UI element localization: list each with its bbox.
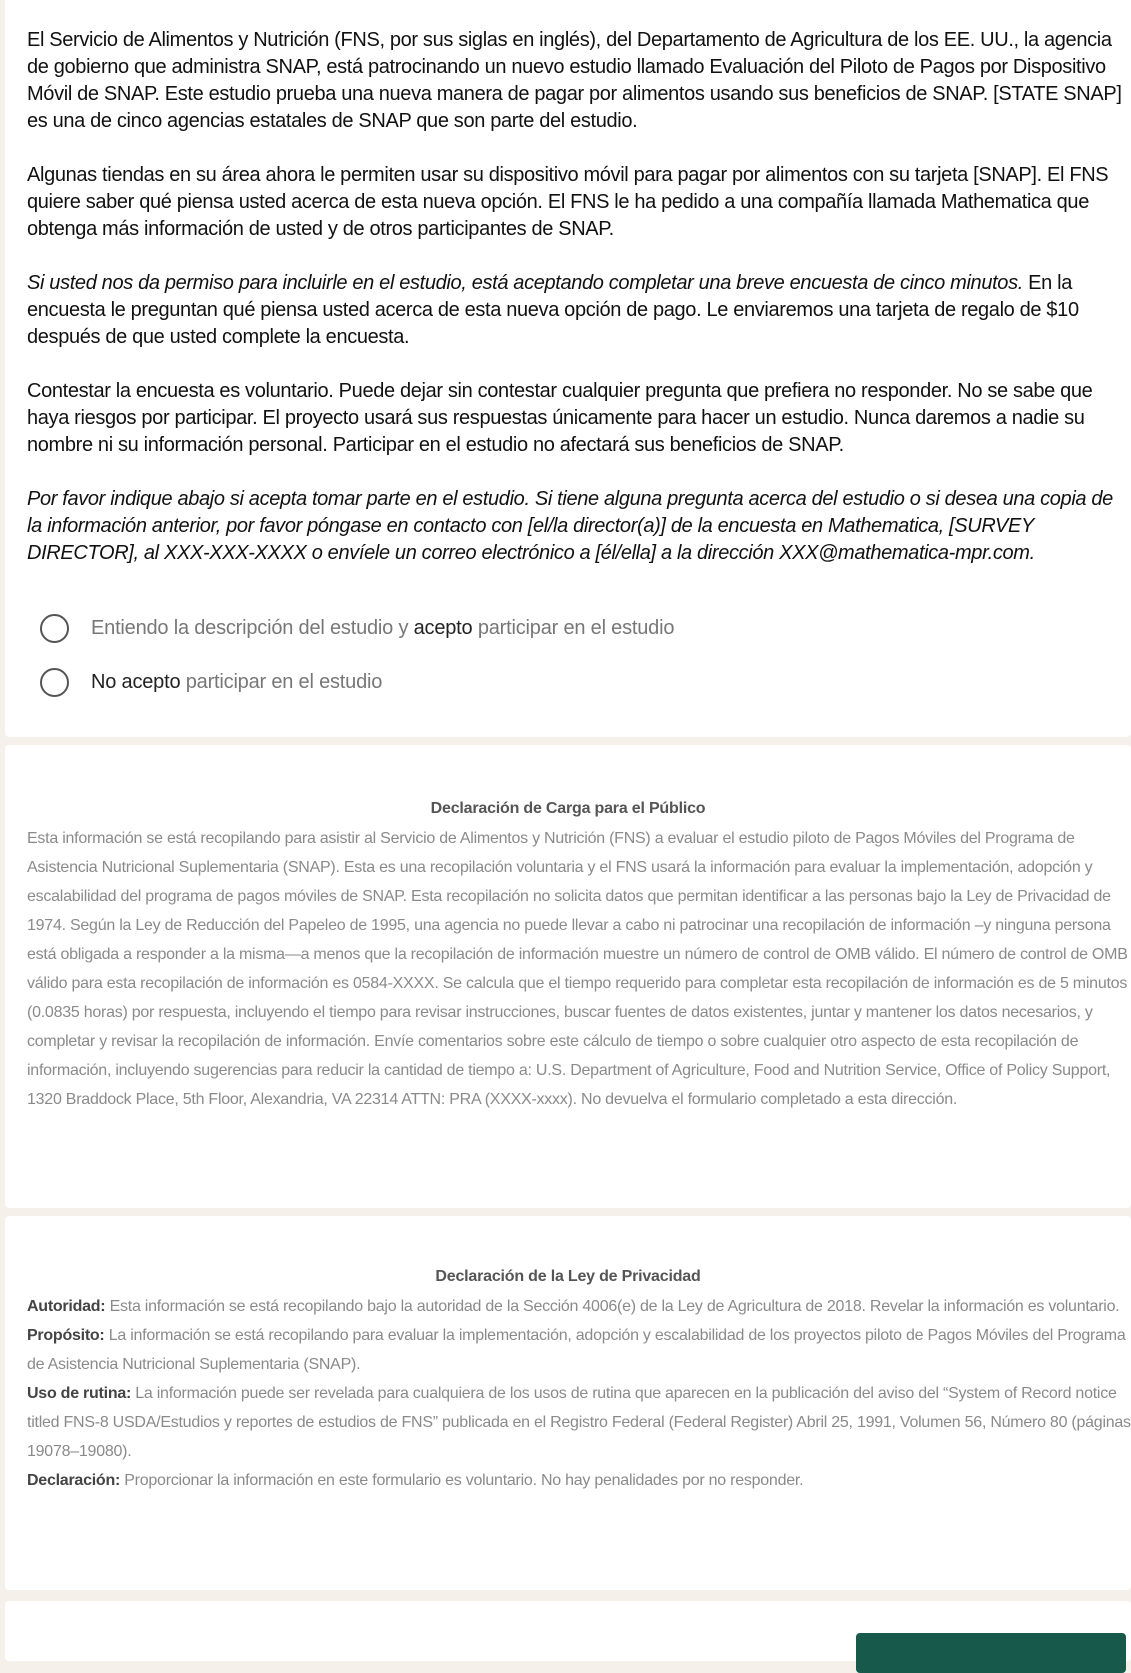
public-burden-card (5, 745, 1131, 1208)
intro-paragraph-1: El Servicio de Alimentos y Nutrición (FNS, por sus siglas en inglés), del Departamento de Agricultura de los EE. UU., la agencia de gobierno que administra SNAP, está patrocinando un nuevo estudio llamado Evaluación del Piloto de Pagos por Dispositivo Móvil de SNAP. Este estudio prueba una nueva manera de pagar por alimentos usando sus beneficios de SNAP. [STATE SNAP] es una de cinco agencias estatales de SNAP que son parte del estudio. (27, 29, 1122, 132)
privacy-act-card (5, 1216, 1131, 1590)
intro-paragraph-3-rest: En la encuesta le preguntan qué piensa usted acerca de esta nueva opción de pago. Le enviaremos una tarjeta de regalo de $10 después de que usted complete la encuesta. (27, 272, 1079, 348)
consent-option-accept[interactable] (40, 608, 1040, 648)
intro-paragraph-4: Contestar la encuesta es voluntario. Puede dejar sin contestar cualquier pregunta que prefiera no responder. No se sabe que haya riesgos por participar. El proyecto usará sus respuestas únicamente para hacer un estudio. Nunca daremos a nadie su nombre ni su información personal. Participar en el estudio no afectará sus beneficios de SNAP. (27, 380, 1093, 456)
consent-options (40, 608, 1040, 716)
navigation-card (5, 1601, 1131, 1661)
privacy-item-statement: Declaración: Proporcionar la información en este formulario es voluntario. No hay penalidades por no responder. (27, 1472, 804, 1489)
intro-paragraph-5 (27, 486, 1131, 567)
intro-paragraph-3-italic: Si usted nos da permiso para incluirle en el estudio, está aceptando completar una breve encuesta de cinco minutos. (27, 272, 1023, 294)
privacy-item-authority: Autoridad: Esta información se está recopilando bajo la autoridad de la Sección 4006(e) de la Ley de Agricultura de 2018. Revelar la información es voluntario. (27, 1298, 1120, 1315)
privacy-item-routine-use: Uso de rutina: La información puede ser revelada para cualquiera de los usos de rutina que aparecen en la publicación del aviso del “System of Record notice titled FNS-8 USDA/Estudios y reportes de estudios de FNS” publicada en el Registro Federal (Federal Register) Abril 25, 1991, Volumen 56, Número 80 (páginas 19078–19080). (27, 1385, 1131, 1460)
privacy-act-text (27, 1292, 1131, 1495)
intro-paragraph-3 (27, 270, 1131, 351)
intro-paragraph-2: Algunas tiendas en su área ahora le permiten usar su dispositivo móvil para pagar por alimentos con su tarjeta [SNAP]. El FNS quiere saber qué piensa usted acerca de esta nueva opción. El FNS le ha pedido a una compañía llamada Mathematica que obtenga más información de usted y de otros participantes de SNAP. (27, 164, 1109, 240)
consent-option-decline-label[interactable]: No acepto participar en el estudio (91, 670, 383, 693)
study-description (27, 27, 1131, 594)
privacy-item-purpose: Propósito: La información se está recopilando para evaluar la implementación, adopción y escalabilidad de los proyectos piloto de Pagos Móviles del Programa de Asistencia Nutricional Suplementaria (SNAP). (27, 1327, 1126, 1373)
consent-option-accept-label[interactable]: Entiendo la descripción del estudio y acepto participar en el estudio (91, 616, 675, 639)
next-button[interactable] (856, 1633, 1126, 1673)
radio-decline[interactable] (40, 668, 69, 697)
radio-accept[interactable] (40, 614, 69, 643)
intro-paragraph-5-italic: Por favor indique abajo si acepta tomar parte en el estudio. Si tiene alguna pregunta acerca del estudio o si desea una copia de la información anterior, por favor póngase en contacto con [el/la director(a)] de la encuesta en Mathematica, [SURVEY DIRECTOR], al XXX-XXX-XXXX o envíele un correo electrónico a [él/ella] a la dirección XXX@mathematica-mpr.com. (27, 488, 1113, 564)
consent-option-decline[interactable] (40, 662, 1040, 702)
privacy-act-title: Declaración de la Ley de Privacidad (435, 1268, 701, 1285)
public-burden-text: Esta información se está recopilando para asistir al Servicio de Alimentos y Nutrición (FNS) a evaluar el estudio piloto de Pagos Móviles del Programa de Asistencia Nutricional Suplementaria (SNAP). Esta es una recopilación voluntaria y el FNS usará la información para evaluar la implementación, adopción y escalabilidad del programa de pagos móviles de SNAP. Esta recopilación no solicita datos que permitan identificar a las personas bajo la Ley de Privacidad de 1974. Según la Ley de Reducción del Papeleo de 1995, una agencia no puede llevar a cabo ni patrocinar una recopilación de información –y ninguna persona está obligada a responder a la misma—a menos que la recopilación de información muestre un número de control de OMB válido. El número de control de OMB válido para esta recopilación de información es 0584-XXXX. Se calcula que el tiempo requerido para completar esta recopilación de información es de 5 minutos (0.0835 horas) por respuesta, incluyendo el tiempo para revisar instrucciones, buscar fuentes de datos existentes, juntar y mantener los datos necesarios, y completar y revisar la recopilación de información. Envíe comentarios sobre este cálculo de tiempo o sobre cualquier otro aspecto de esta recopilación de información, incluyendo sugerencias para reducir la cantidad de tiempo a: U.S. Department of Agriculture, Food and Nutrition Service, Office of Policy Support, 1320 Braddock Place, 5th Floor, Alexandria, VA 22314 ATTN: PRA (XXXX-xxxx). No devuelva el formulario completado a esta dirección. (27, 830, 1128, 1108)
public-burden-title: Declaración de Carga para el Público (430, 800, 706, 817)
consent-card (5, 0, 1131, 737)
